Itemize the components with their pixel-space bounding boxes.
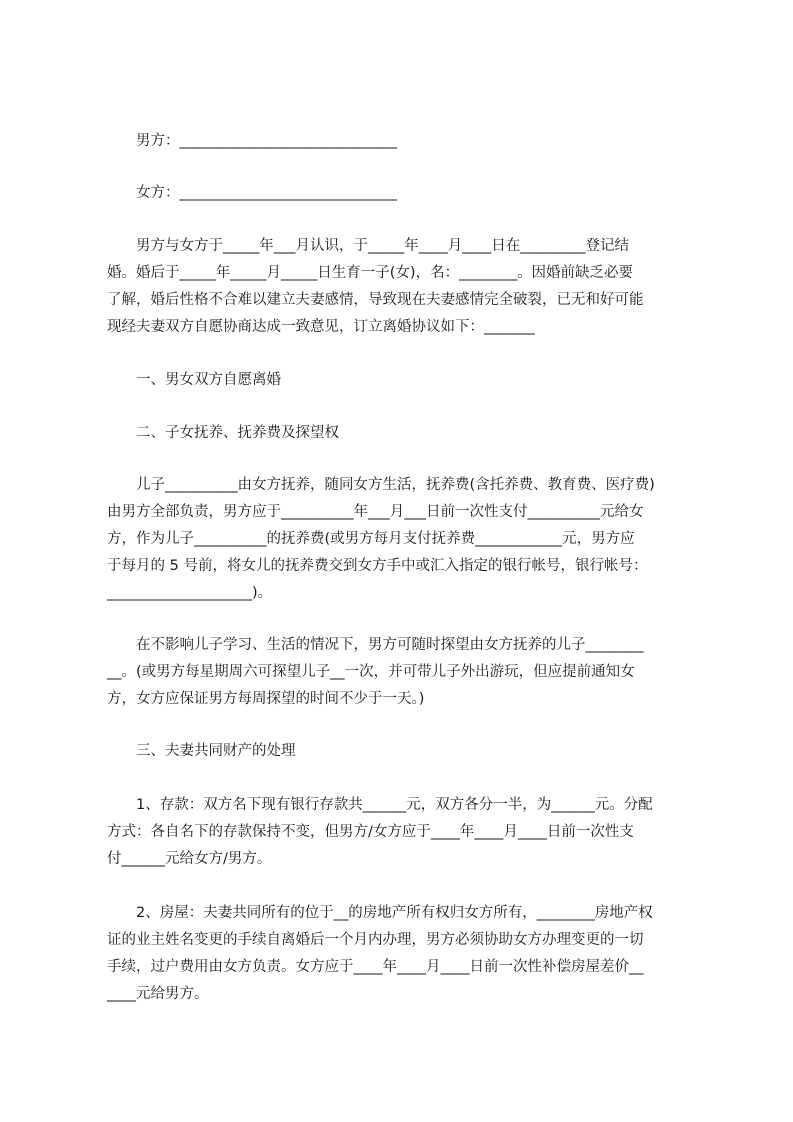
section-2-title: 二、子女抚养、抚养费及探望权: [136, 425, 339, 441]
male-party-text: 男方：______________________________: [136, 133, 397, 149]
intro-paragraph: [107, 233, 717, 341]
paragraph-line: 了解，婚后性格不合难以建立夫妻感情，导致现在夫妻感情完全破裂，已无和好可能: [107, 292, 644, 308]
paragraph-line: 婚。婚后于_____年_____月_____日生育一子(女)，名：________。因婚前缺乏必要: [107, 265, 634, 281]
paragraph-line: 1、存款：双方名下现有银行存款共______元，双方各分一半，为______元。分配: [136, 797, 653, 813]
paragraph-line: 方，女方应保证男方每周探望的时间不少于一天。): [107, 691, 425, 707]
female-party-text: 女方：______________________________: [136, 185, 397, 201]
paragraph-line: ____元给男方。: [107, 986, 209, 1002]
paragraph-line: 由男方全部负责，男方应于__________年___月___日前一次性支付__________元给女: [107, 504, 644, 520]
visitation-paragraph: [107, 632, 717, 713]
section-heading-1: [107, 367, 717, 394]
paragraph-line: 证的业主姓名变更的手续自离婚后一个月内办理，男方必须协助女方办理变更的一切: [107, 932, 644, 948]
paragraph-line: 男方与女方于_____年___月认识，于_____年____月____日在_________登记结: [136, 238, 629, 254]
paragraph-line: __。(或男方每星期周六可探望儿子__一次，并可带儿子外出游玩，但应提前通知女: [107, 664, 635, 680]
female-party-line: [107, 180, 717, 207]
paragraph-line: 手续，过户费用由女方负责。女方应于____年____月____日前一次性补偿房屋差价__: [107, 959, 644, 975]
paragraph-line: 方式：各自名下的存款保持不变，但男方/女方应于____年____月____日前一次性支: [107, 824, 634, 840]
paragraph-line: 2、房屋：夫妻共同所有的位于__的房地产所有权归女方所有，________房地产权: [136, 905, 653, 921]
section-1-title: 一、男女双方自愿离婚: [136, 372, 281, 388]
paragraph-line: 于每月的 5 号前，将女儿的抚养费交到女方手中或汇入指定的银行帐号，银行帐号：: [107, 558, 648, 574]
paragraph-line: ____________________)。: [107, 585, 273, 601]
section-heading-2: [107, 420, 717, 447]
paragraph-line: 方，作为儿子__________的抚养费(或男方每月支付抚养费____________元，男方应: [107, 531, 635, 547]
house-paragraph: [107, 900, 717, 1008]
section-heading-3: [107, 738, 717, 765]
paragraph-line: 付______元给女方/男方。: [107, 851, 272, 867]
paragraph-line: 现经夫妻双方自愿协商达成一致意见，订立离婚协议如下：_______: [107, 319, 535, 335]
deposits-paragraph: [107, 792, 717, 873]
paragraph-line: 在不影响儿子学习、生活的情况下，男方可随时探望由女方抚养的儿子________: [136, 637, 644, 653]
male-party-line: [107, 128, 717, 155]
section-3-title: 三、夫妻共同财产的处理: [136, 743, 296, 759]
paragraph-line: 儿子__________由女方抚养，随同女方生活，抚养费(含托养费、教育费、医疗费): [136, 477, 655, 493]
custody-paragraph: [107, 472, 717, 607]
